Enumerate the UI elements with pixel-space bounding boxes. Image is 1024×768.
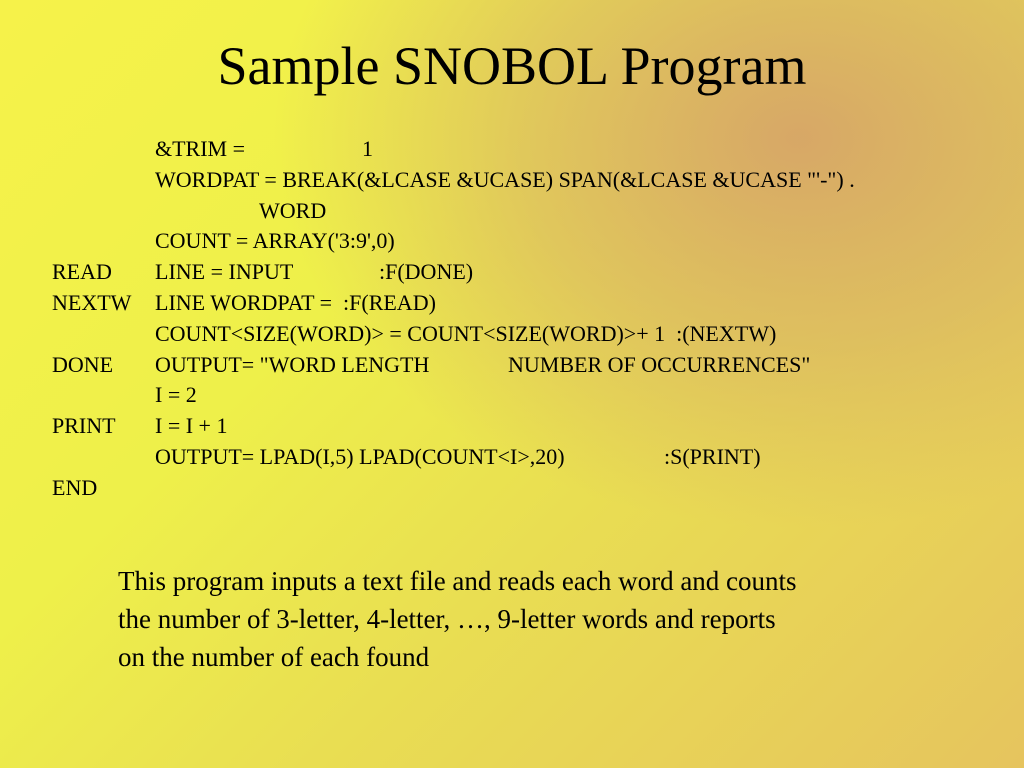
code-line <box>52 196 327 227</box>
code-label: NEXTW <box>52 289 132 315</box>
code-string-part: NUMBER OF OCCURRENCES" <box>508 351 811 377</box>
code-line <box>52 350 811 381</box>
description-line: This program inputs a text file and reads each word and counts <box>118 566 797 596</box>
code-goto: :S(PRINT) <box>664 443 761 469</box>
code-statement: &TRIM = <box>155 136 246 161</box>
program-description <box>118 562 938 676</box>
code-line <box>52 319 777 350</box>
code-line <box>52 380 197 411</box>
code-line <box>52 134 373 165</box>
code-label: PRINT <box>52 413 116 439</box>
description-line: on the number of each found <box>118 642 430 672</box>
code-statement: I = I + 1 <box>155 413 228 439</box>
code-statement: OUTPUT= LPAD(I,5) LPAD(COUNT<I>,20) <box>155 443 565 469</box>
code-label: END <box>52 474 98 500</box>
code-statement: OUTPUT= "WORD LENGTH <box>155 351 430 377</box>
code-line <box>52 411 228 442</box>
slide-title: Sample SNOBOL Program <box>217 36 807 96</box>
code-goto: :F(DONE) <box>379 259 474 285</box>
code-line <box>52 473 98 504</box>
code-line <box>52 442 761 473</box>
code-statement: COUNT = ARRAY('3:9',0) <box>155 228 395 254</box>
code-continuation: WORD <box>259 197 327 223</box>
code-line <box>52 165 855 196</box>
code-label: READ <box>52 259 112 285</box>
code-line <box>52 288 436 319</box>
description-line: the number of 3-letter, 4-letter, …, 9-letter words and reports <box>118 604 776 634</box>
code-listing <box>52 134 855 504</box>
code-statement: WORDPAT = BREAK(&LCASE &UCASE) SPAN(&LCASE &UCASE "'-") . <box>155 166 855 192</box>
code-statement: LINE = INPUT <box>155 259 294 285</box>
code-line <box>52 257 474 288</box>
code-statement: LINE WORDPAT = :F(READ) <box>155 289 436 315</box>
code-line <box>52 226 395 257</box>
code-value: 1 <box>362 136 373 161</box>
code-label: DONE <box>52 351 114 377</box>
code-statement: COUNT<SIZE(WORD)> = COUNT<SIZE(WORD)>+ 1 :(NEXTW) <box>155 320 777 346</box>
code-statement: I = 2 <box>155 382 197 408</box>
